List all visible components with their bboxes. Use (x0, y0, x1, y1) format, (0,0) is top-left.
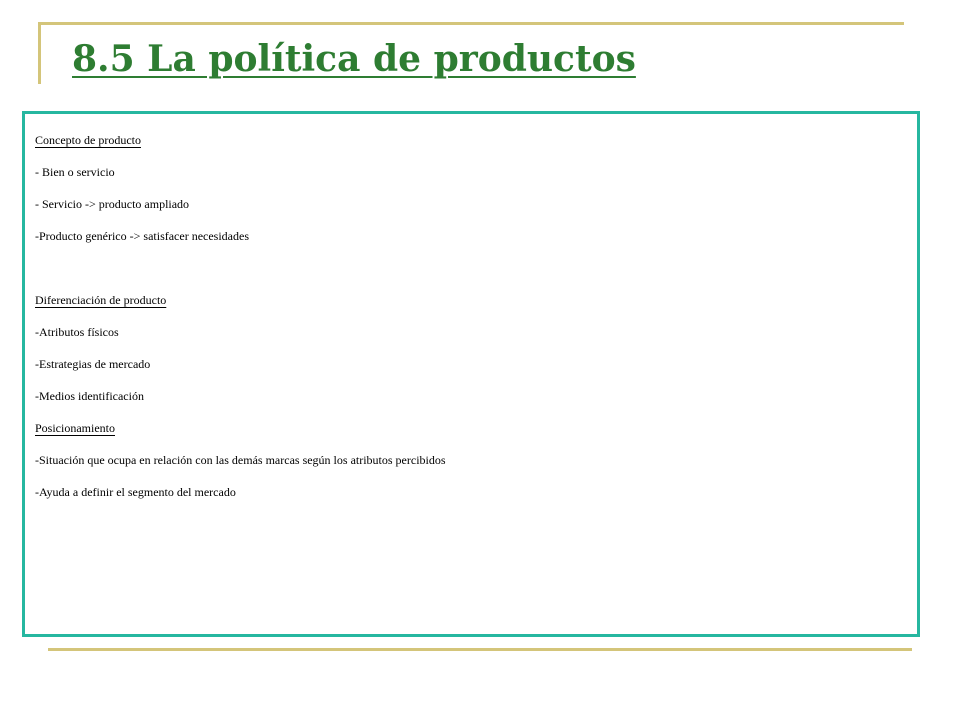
content-box (22, 111, 920, 637)
top-decorative-rule (40, 22, 904, 25)
bottom-decorative-rule (48, 648, 912, 651)
slide-title: 8.5 La política de productos (72, 38, 636, 80)
list-item: -Atributos físicos (35, 325, 119, 339)
section-heading-concepto: Concepto de producto (35, 133, 141, 147)
list-item: -Ayuda a definir el segmento del mercado (35, 485, 236, 499)
section-heading-diferenciacion: Diferenciación de producto (35, 293, 167, 307)
section-heading-posicionamiento: Posicionamiento (35, 421, 115, 435)
list-item: -Producto genérico -> satisfacer necesidades (35, 229, 250, 243)
list-item: - Servicio -> producto ampliado (35, 197, 190, 211)
list-item: -Situación que ocupa en relación con las demás marcas según los atributos percibidos (35, 453, 446, 467)
list-item: -Estrategias de mercado (35, 357, 151, 371)
list-item: -Medios identificación (35, 389, 144, 403)
list-item: - Bien o servicio (35, 165, 115, 179)
section-spacer (35, 252, 917, 284)
left-decorative-rule (38, 22, 41, 84)
